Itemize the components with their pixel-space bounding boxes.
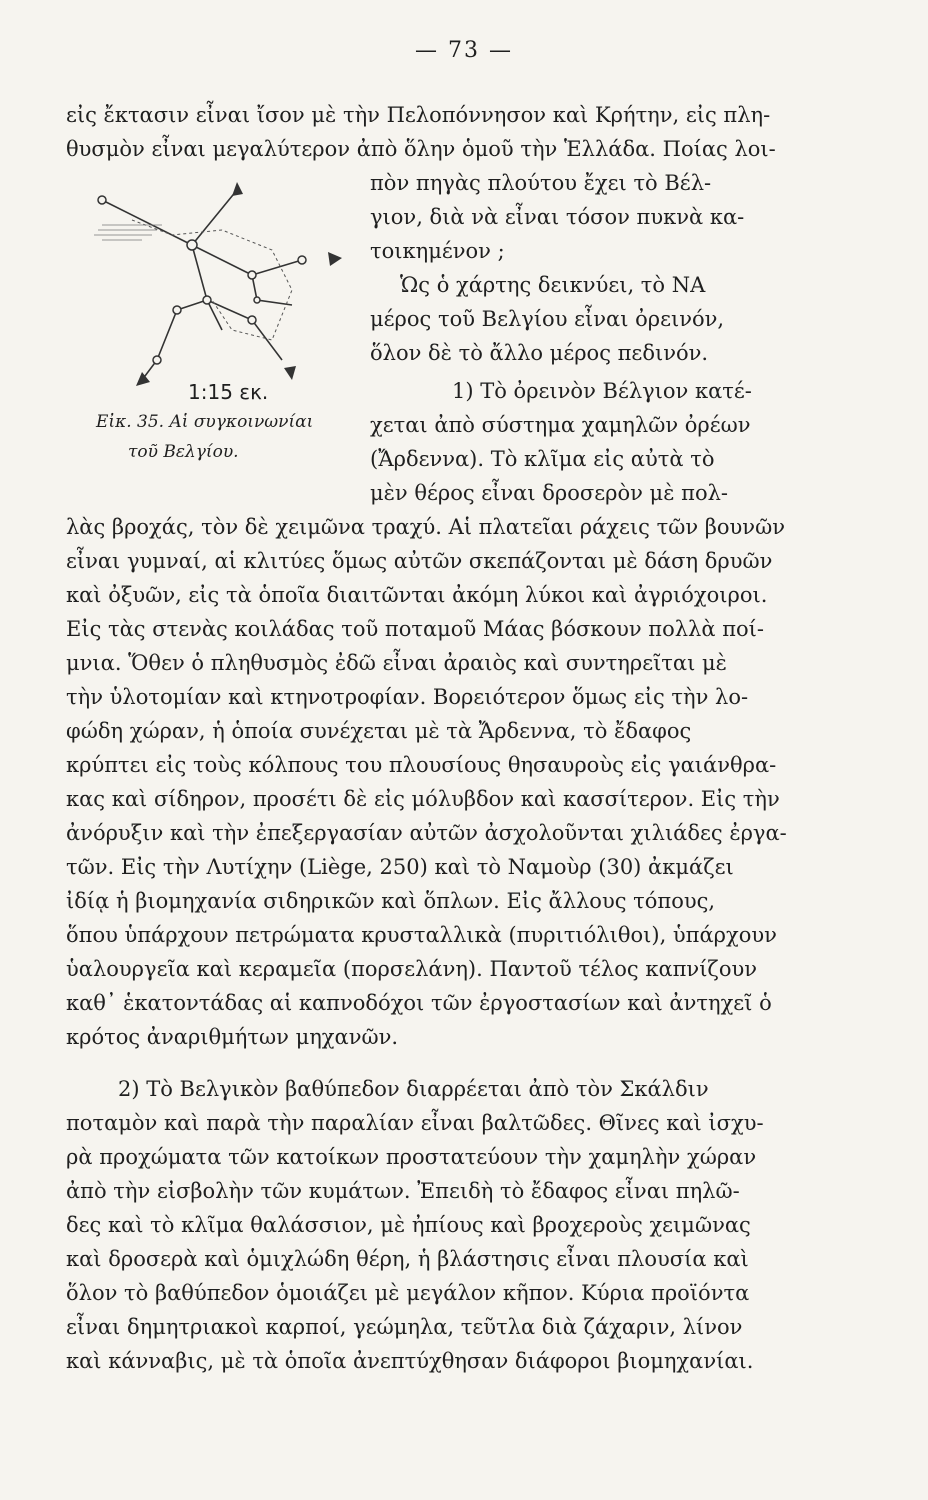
text-line: φώδη χώραν, ἡ ὁποία συνέχεται μὲ τὰ Ἄρδεννα, τὸ ἔδαφος [66, 719, 692, 743]
text-line: ἰδίᾳ ἡ βιομηχανία σιδηρικῶν καὶ ὅπλων. Εἰς ἄλλους τόπους, [66, 889, 716, 913]
text-line: τὴν ὑλοτομίαν καὶ κτηνοτροφίαν. Βορειότερον ὅμως εἰς τὴν λο- [66, 685, 749, 709]
text-line: ὅλον δὲ τὸ ἄλλο μέρος πεδινόν. [370, 341, 709, 365]
text-line: καθ᾽ ἑκατοντάδας αἱ καπνοδόχοι τῶν ἐργοστασίων καὶ ἀντηχεῖ ὁ [66, 991, 772, 1015]
text-line: καὶ κάνναβις, μὲ τὰ ὁποῖα ἀνεπτύχθησαν διάφοροι βιομηχανίαι. [66, 1349, 754, 1373]
map-scale: 1:15 εκ. [188, 380, 269, 404]
text-line: καὶ ὀξυῶν, εἰς τὰ ὁποῖα διαιτῶνται ἀκόμη λύκοι καὶ ἀγριόχοιροι. [66, 583, 768, 607]
text-line: κρότος ἀναριθμήτων μηχανῶν. [66, 1025, 399, 1049]
text-line: ὑαλουργεῖα καὶ κεραμεῖα (πορσελάνη). Παντοῦ τέλος καπνίζουν [66, 957, 757, 981]
text-line: μέρος τοῦ Βελγίου εἶναι ὀρεινόν, [370, 307, 725, 331]
text-line: 2) Τὸ Βελγικὸν βαθύπεδον διαρρέεται ἀπὸ τὸν Σκάλδιν [118, 1077, 709, 1101]
text-line: (Ἄρδεννα). Τὸ κλῖμα εἰς αὐτὰ τὸ [370, 447, 715, 471]
page-number: — 73 — [415, 38, 513, 63]
text-line: τῶν. Εἰς τὴν Λυτίχην (Liège, 250) καὶ τὸ Ναμοὺρ (30) ἀκμάζει [66, 855, 734, 879]
belgium-transport-map [72, 180, 352, 400]
text-line: ὅπου ὑπάρχουν πετρώματα κρυσταλλικὰ (πυριτιόλιθοι), ὑπάρχουν [66, 923, 777, 947]
text-line: ἀνόρυξιν καὶ τὴν ἐπεξεργασίαν αὐτῶν ἀσχολοῦνται χιλιάδες ἐργα- [66, 821, 787, 845]
text-line: πὸν πηγὰς πλούτου ἔχει τὸ Βέλ- [370, 171, 712, 195]
text-line: εἶναι δημητριακοὶ καρποί, γεώμηλα, τεῦτλα διὰ ζάχαριν, λίνον [66, 1315, 743, 1339]
text-line: δες καὶ τὸ κλῖμα θαλάσσιον, μὲ ἠπίους καὶ βροχεροὺς χειμῶνας [66, 1213, 751, 1237]
text-line: κας καὶ σίδηρον, προσέτι δὲ εἰς μόλυβδον καὶ κασσίτερον. Εἰς τὴν [66, 787, 780, 811]
figure-caption: Εἰκ. 35. Αἱ συγκοινωνίαι [96, 412, 314, 432]
text-line: 1) Τὸ ὀρεινὸν Βέλγιον κατέ- [452, 379, 752, 403]
text-line: ποταμὸν καὶ παρὰ τὴν παραλίαν εἶναι βαλτῶδες. Θῖνες καὶ ἰσχυ- [66, 1111, 764, 1135]
text-line: μὲν θέρος εἶναι δροσερὸν μὲ πολ- [370, 481, 728, 505]
text-line: Ὡς ὁ χάρτης δεικνύει, τὸ ΝΑ [400, 273, 706, 297]
text-line: ἀπὸ τὴν εἰσβολὴν τῶν κυμάτων. Ἐπειδὴ τὸ ἔδαφος εἶναι πηλῶ- [66, 1179, 740, 1203]
text-line: τοικημένον ; [370, 239, 505, 263]
text-line: λὰς βροχάς, τὸν δὲ χειμῶνα τραχύ. Αἱ πλατεῖαι ράχεις τῶν βουνῶν [66, 515, 785, 539]
text-line: ρὰ προχώματα τῶν κατοίκων προστατεύουν τὴν χαμηλὴν χώραν [66, 1145, 757, 1169]
text-line: Εἰς τὰς στενὰς κοιλάδας τοῦ ποταμοῦ Μάας βόσκουν πολλὰ ποί- [66, 617, 764, 641]
text-line: εἶναι γυμναί, αἱ κλιτύες ὅμως αὐτῶν σκεπάζονται μὲ δάση δρυῶν [66, 549, 773, 573]
figure-caption: τοῦ Βελγίου. [128, 442, 239, 462]
text-line: εἰς ἔκτασιν εἶναι ἴσον μὲ τὴν Πελοπόννησον καὶ Κρήτην, εἰς πλη- [66, 103, 771, 127]
text-line: ὅλον τὸ βαθύπεδον ὁμοιάζει μὲ μεγάλον κῆπον. Κύρια προϊόντα [66, 1281, 750, 1305]
text-line: κρύπτει εἰς τοὺς κόλπους του πλουσίους θησαυροὺς εἰς γαιάνθρα- [66, 753, 777, 777]
text-line: χεται ἀπὸ σύστημα χαμηλῶν ὀρέων [370, 413, 751, 437]
text-line: γιον, διὰ νὰ εἶναι τόσον πυκνὰ κα- [370, 205, 745, 229]
text-line: μνια. Ὅθεν ὁ πληθυσμὸς ἐδῶ εἶναι ἀραιὸς καὶ συντηρεῖται μὲ [66, 651, 727, 675]
text-line: καὶ δροσερὰ καὶ ὁμιχλώδη θέρη, ἡ βλάστησις εἶναι πλουσία καὶ [66, 1247, 749, 1271]
text-line: θυσμὸν εἶναι μεγαλύτερον ἀπὸ ὅλην ὁμοῦ τὴν Ἑλλάδα. Ποίας λοι- [66, 137, 776, 161]
